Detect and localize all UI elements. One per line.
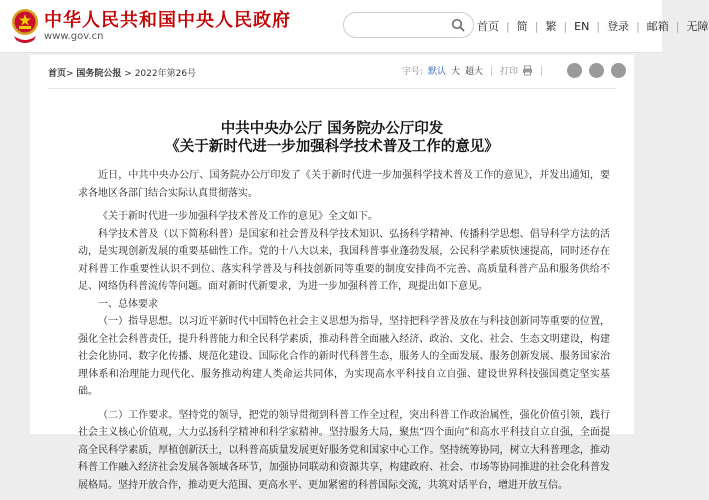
article-toolbar bbox=[402, 63, 626, 78]
nav-divider: | bbox=[563, 19, 568, 33]
article-title-line2: 《关于新时代进一步加强科学技术普及工作的意见》 bbox=[165, 138, 499, 155]
wechat-share-icon[interactable] bbox=[567, 63, 582, 78]
qzone-share-icon[interactable] bbox=[611, 63, 626, 78]
search-icon[interactable] bbox=[451, 18, 465, 32]
site-header bbox=[0, 0, 709, 53]
article-paragraph: （一）指导思想。以习近平新时代中国特色社会主义思想为指导，坚持把科学普及放在与科技创新同等重要的位置，强化全社会科普责任，提升科普能力和全民科学素质，推动科普全面融入经济、政治、文化、社会、生态文明建设，构建社会化协同、数字化传播、规范化建设、国际化合作的新时代科普生态，服务人的全面发展、服务创新发展、服务国家治理体系和治理能力现代化、服务推动构建人类命运共同体，为实现高水平科技自立自强、建设世界科技强国奠定坚实基础。 bbox=[78, 316, 610, 397]
search-input[interactable] bbox=[354, 17, 453, 35]
toolbar-divider bbox=[491, 66, 492, 76]
font-size-default[interactable]: 默认 bbox=[427, 67, 446, 77]
article-paragraph: 《关于新时代进一步加强科学技术普及工作的意见》全文如下。 bbox=[98, 211, 378, 222]
nav-divider: | bbox=[675, 19, 680, 33]
header-divider bbox=[48, 88, 616, 89]
nav-simplified[interactable]: 简 bbox=[516, 20, 528, 33]
breadcrumb-home[interactable]: 首页 bbox=[48, 69, 67, 79]
print-icon[interactable] bbox=[522, 65, 533, 76]
article-body bbox=[78, 167, 610, 500]
nav-home[interactable]: 首页 bbox=[477, 20, 499, 33]
nav-traditional[interactable]: 繁 bbox=[545, 20, 557, 33]
nav-accessibility[interactable]: 无障 bbox=[686, 20, 709, 33]
article-paragraph: （二）工作要求。坚持党的领导，把党的领导贯彻到科普工作全过程，突出科普工作政治属性，强化价值引领，践行社会主义核心价值观，大力弘扬科学精神和科学家精神。坚持服务大局，聚焦“四个面向”和高水平科技自立自强，全面提高全民科学素质，厚植创新沃土，以科普高质量发展更好服务党和国家中心工作。坚持统筹协同，树立大科普理念，推动科普工作融入经济社会发展各领域各环节，加强协同联动和资源共享，构建政府、社会、市场等协同推进的社会化科普发展格局。坚持开放合作，推动更大范围、更高水平、更加紧密的科普国际交流，共筑对话平台，增进开放互信。 bbox=[78, 409, 610, 491]
national-emblem-icon[interactable] bbox=[10, 6, 40, 44]
search-box bbox=[343, 12, 474, 38]
nav-english[interactable]: EN bbox=[574, 19, 590, 33]
nav-divider: | bbox=[506, 19, 510, 33]
article-panel bbox=[30, 55, 634, 491]
breadcrumb-separator: > bbox=[66, 69, 77, 79]
top-nav bbox=[477, 18, 709, 34]
nav-divider: | bbox=[534, 19, 539, 33]
font-size-large[interactable]: 大 bbox=[450, 67, 460, 77]
nav-login[interactable]: 登录 bbox=[607, 20, 630, 33]
share-buttons bbox=[560, 63, 626, 78]
font-size-xlarge[interactable]: 超大 bbox=[464, 67, 483, 77]
article-paragraph: 科学技术普及（以下简称科普）是国家和社会普及科学技术知识、弘扬科学精神、传播科学思想、倡导科学方法的活动，是实现创新发展的重要基础性工作。党的十八大以来，我国科普事业蓬勃发展，公民科学素质快速提高，同时还存在对科普工作重要性认识不到位、落实科学普及与科技创新同等重要的制度安排尚不完善、高质量科普产品和服务供给不足、网络伪科普流传等问题。面对新时代新要求，为进一步加强科普工作，现提出如下意见。 bbox=[78, 228, 610, 292]
font-size-label: 字号: bbox=[401, 67, 423, 77]
toolbar-divider bbox=[541, 66, 542, 76]
nav-mailbox[interactable]: 邮箱 bbox=[646, 20, 669, 33]
site-title[interactable]: 中华人民共和国中央人民政府 bbox=[44, 10, 291, 31]
breadcrumb-issue: 2022年第26号 bbox=[134, 69, 197, 79]
article-title-line1: 中共中央办公厅 国务院办公厅印发 bbox=[220, 120, 444, 137]
breadcrumb bbox=[48, 66, 196, 79]
nav-divider: | bbox=[636, 19, 640, 33]
article-paragraph: 近日，中共中央办公厅、国务院办公厅印发了《关于新时代进一步加强科学技术普及工作的意见》，并发出通知，要求各地区各部门结合实际认真贯彻落实。 bbox=[78, 170, 610, 199]
site-url: www.gov.cn bbox=[44, 31, 104, 42]
nav-divider: | bbox=[596, 19, 601, 33]
breadcrumb-section[interactable]: 国务院公报 bbox=[76, 69, 122, 79]
print-button[interactable]: 打印 bbox=[499, 67, 518, 77]
weibo-share-icon[interactable] bbox=[589, 63, 604, 78]
section-heading: 一、总体要求 bbox=[98, 298, 158, 310]
breadcrumb-separator: > bbox=[121, 69, 135, 79]
